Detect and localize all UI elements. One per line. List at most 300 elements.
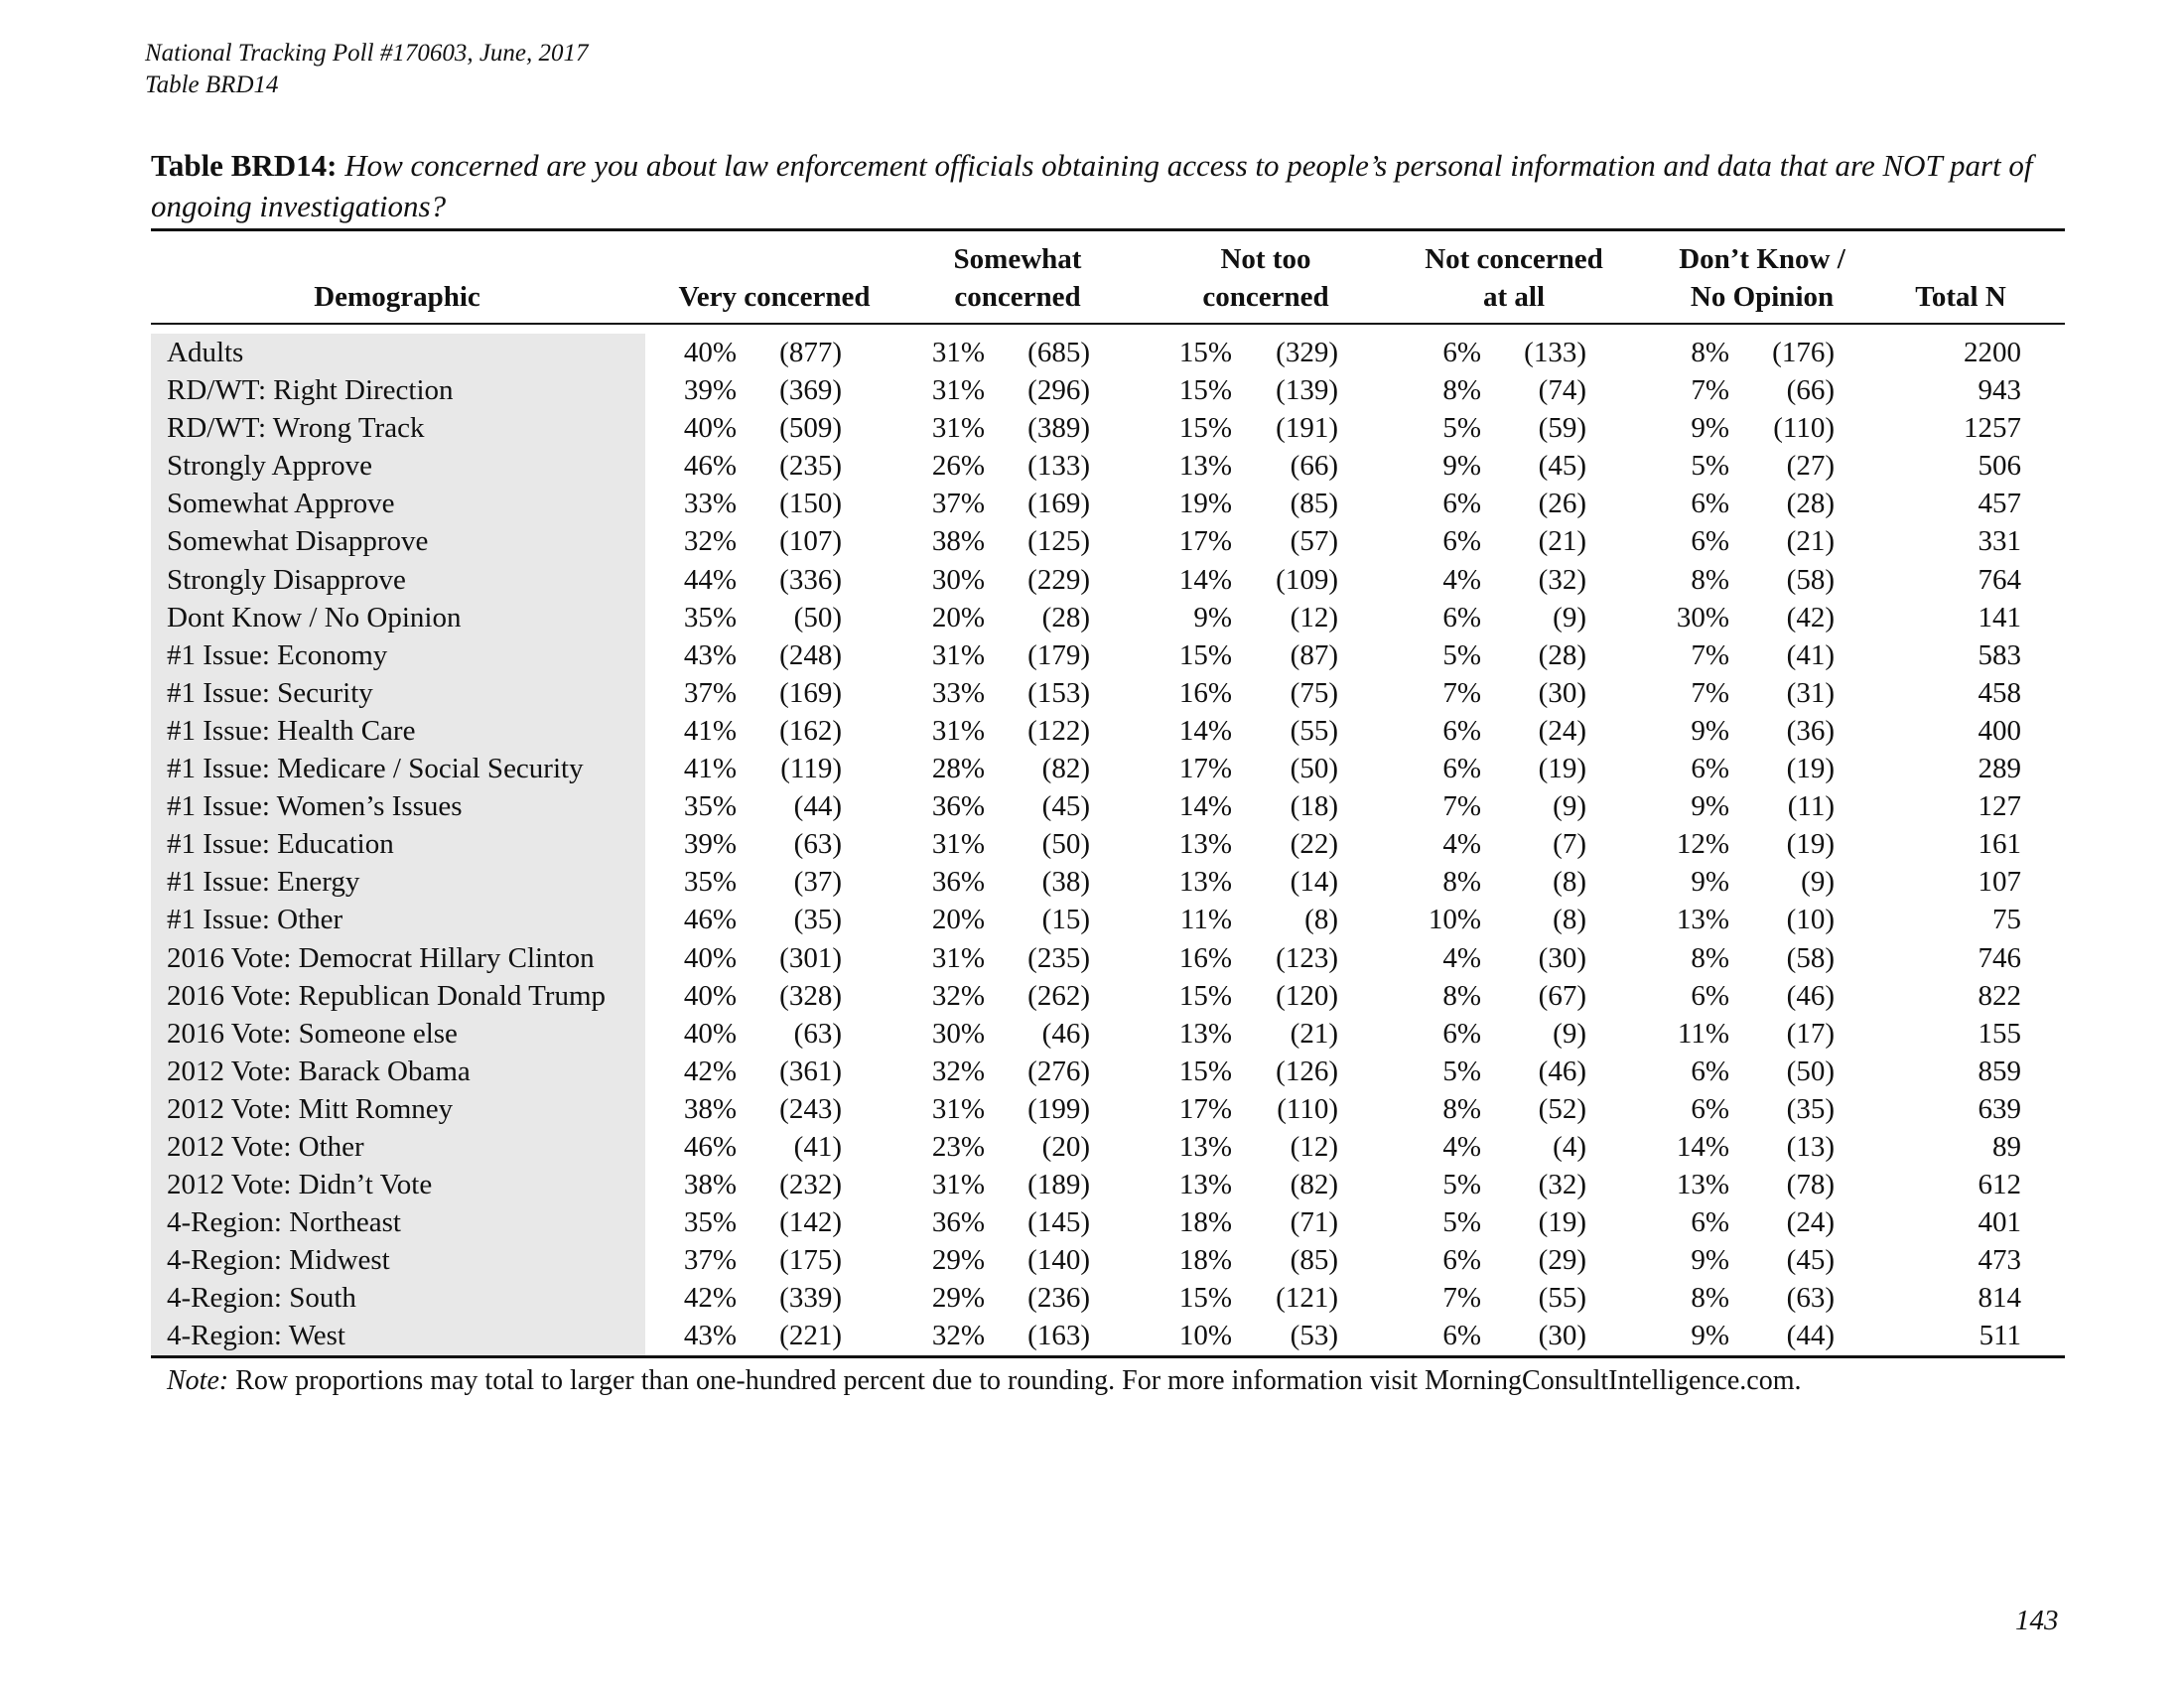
- table-title-label: Table BRD14:: [151, 148, 338, 183]
- row-label: 2016 Vote: Democrat Hillary Clinton: [167, 941, 595, 974]
- cell-dk-count: (17): [1786, 1017, 1835, 1050]
- cell-nottoo-count: (50): [1290, 753, 1338, 785]
- cell-dk-count: (36): [1786, 714, 1835, 747]
- cell-very-pct: 46%: [683, 1130, 737, 1163]
- cell-dk-count: (24): [1786, 1206, 1835, 1239]
- cell-very-pct: 35%: [683, 601, 737, 633]
- cell-notatall-count: (7): [1553, 828, 1586, 861]
- cell-dk-count: (19): [1786, 753, 1835, 785]
- cell-somewhat-pct: 38%: [931, 525, 985, 558]
- cell-notatall-count: (30): [1538, 676, 1586, 709]
- row-label: #1 Issue: Health Care: [167, 714, 416, 747]
- cell-very-count: (339): [779, 1282, 842, 1315]
- cell-dk-pct: 9%: [1691, 790, 1729, 823]
- cell-very-count: (369): [779, 374, 842, 407]
- cell-somewhat-pct: 29%: [931, 1244, 985, 1277]
- row-label: 2016 Vote: Someone else: [167, 1017, 458, 1050]
- cell-nottoo-count: (55): [1290, 714, 1338, 747]
- col-header-dont-know: Don’t Know / No Opinion: [1679, 243, 1845, 313]
- cell-total-n: 75: [1992, 904, 2021, 936]
- cell-somewhat-count: (122): [1027, 714, 1090, 747]
- cell-somewhat-pct: 31%: [931, 412, 985, 445]
- cell-nottoo-count: (87): [1290, 638, 1338, 671]
- cell-nottoo-pct: 17%: [1178, 525, 1232, 558]
- cell-nottoo-pct: 15%: [1178, 412, 1232, 445]
- cell-dk-pct: 9%: [1691, 1320, 1729, 1352]
- row-label: #1 Issue: Other: [167, 904, 343, 936]
- cell-dk-count: (45): [1786, 1244, 1835, 1277]
- table-row: [0, 409, 2184, 447]
- cell-total-n: 612: [1978, 1169, 2021, 1201]
- cell-notatall-count: (4): [1553, 1130, 1586, 1163]
- cell-total-n: 141: [1978, 601, 2021, 633]
- cell-notatall-count: (74): [1538, 374, 1586, 407]
- cell-dk-count: (21): [1786, 525, 1835, 558]
- cell-notatall-pct: 6%: [1442, 714, 1481, 747]
- cell-notatall-pct: 9%: [1442, 450, 1481, 483]
- cell-very-count: (44): [793, 790, 842, 823]
- cell-dk-count: (13): [1786, 1130, 1835, 1163]
- cell-notatall-count: (8): [1553, 904, 1586, 936]
- cell-dk-count: (27): [1786, 450, 1835, 483]
- cell-very-pct: 40%: [683, 412, 737, 445]
- table-row: [0, 561, 2184, 599]
- cell-total-n: 473: [1978, 1244, 2021, 1277]
- cell-somewhat-pct: 36%: [931, 790, 985, 823]
- table-row: [0, 334, 2184, 371]
- table-row: [0, 674, 2184, 712]
- cell-dk-pct: 6%: [1691, 1092, 1729, 1125]
- cell-nottoo-count: (14): [1290, 866, 1338, 899]
- cell-dk-pct: 11%: [1677, 1017, 1729, 1050]
- cell-very-count: (142): [779, 1206, 842, 1239]
- cell-dk-pct: 9%: [1691, 866, 1729, 899]
- cell-nottoo-count: (57): [1290, 525, 1338, 558]
- cell-nottoo-count: (139): [1276, 374, 1338, 407]
- cell-dk-count: (110): [1773, 412, 1835, 445]
- cell-very-count: (243): [779, 1092, 842, 1125]
- cell-notatall-count: (9): [1553, 1017, 1586, 1050]
- cell-very-count: (119): [780, 753, 842, 785]
- col-header-not-too-concerned: Not too concerned: [1202, 243, 1329, 313]
- cell-very-pct: 38%: [683, 1169, 737, 1201]
- cell-dk-pct: 13%: [1676, 904, 1729, 936]
- cell-very-count: (169): [779, 676, 842, 709]
- cell-notatall-pct: 5%: [1442, 1055, 1481, 1087]
- cell-somewhat-count: (125): [1027, 525, 1090, 558]
- cell-notatall-count: (46): [1538, 1055, 1586, 1087]
- cell-dk-pct: 6%: [1691, 979, 1729, 1012]
- table-row: [0, 1241, 2184, 1279]
- cell-somewhat-count: (685): [1027, 337, 1090, 368]
- row-label: #1 Issue: Economy: [167, 638, 388, 671]
- cell-nottoo-count: (329): [1276, 337, 1338, 368]
- cell-somewhat-count: (169): [1027, 488, 1090, 520]
- cell-dk-pct: 8%: [1691, 337, 1729, 368]
- cell-dk-pct: 6%: [1691, 1055, 1729, 1087]
- table-title-question: How concerned are you about law enforcement officials obtaining access to people’s personal information and data that are NOT part of ongoing investigations?: [151, 148, 2033, 223]
- table-row: [0, 1128, 2184, 1166]
- cell-nottoo-pct: 11%: [1179, 904, 1232, 936]
- table-row: [0, 599, 2184, 636]
- cell-notatall-pct: 6%: [1442, 1320, 1481, 1352]
- cell-dk-count: (46): [1786, 979, 1835, 1012]
- cell-nottoo-count: (12): [1290, 1130, 1338, 1163]
- cell-notatall-pct: 6%: [1442, 753, 1481, 785]
- table-row: [0, 787, 2184, 825]
- cell-dk-count: (42): [1786, 601, 1835, 633]
- cell-nottoo-pct: 19%: [1178, 488, 1232, 520]
- cell-somewhat-count: (229): [1027, 563, 1090, 596]
- table-row: [0, 636, 2184, 674]
- cell-dk-count: (176): [1772, 337, 1835, 368]
- cell-nottoo-pct: 10%: [1178, 1320, 1232, 1352]
- cell-nottoo-pct: 17%: [1178, 1092, 1232, 1125]
- report-header-table-id: Table BRD14: [145, 71, 279, 98]
- cell-very-pct: 39%: [683, 374, 737, 407]
- cell-very-pct: 39%: [683, 828, 737, 861]
- table-row: [0, 522, 2184, 560]
- cell-notatall-pct: 7%: [1442, 790, 1481, 823]
- cell-nottoo-count: (120): [1276, 979, 1338, 1012]
- cell-notatall-count: (24): [1538, 714, 1586, 747]
- cell-very-count: (336): [779, 563, 842, 596]
- cell-dk-pct: 12%: [1676, 828, 1729, 861]
- cell-notatall-pct: 5%: [1442, 638, 1481, 671]
- cell-notatall-pct: 10%: [1428, 904, 1481, 936]
- table-bottom-rule: [151, 1355, 2065, 1358]
- cell-notatall-pct: 8%: [1442, 1092, 1481, 1125]
- cell-somewhat-pct: 20%: [931, 904, 985, 936]
- cell-notatall-count: (30): [1538, 941, 1586, 974]
- row-label: RD/WT: Right Direction: [167, 374, 454, 407]
- row-label: Dont Know / No Opinion: [167, 601, 462, 633]
- row-label: #1 Issue: Security: [167, 676, 373, 709]
- page-number: 143: [2015, 1605, 2059, 1636]
- cell-notatall-pct: 6%: [1442, 488, 1481, 520]
- cell-somewhat-count: (163): [1027, 1320, 1090, 1352]
- cell-nottoo-count: (21): [1290, 1017, 1338, 1050]
- table-row: [0, 1203, 2184, 1241]
- cell-nottoo-pct: 16%: [1178, 941, 1232, 974]
- cell-somewhat-count: (262): [1027, 979, 1090, 1012]
- table-row: [0, 1317, 2184, 1354]
- cell-dk-pct: 6%: [1691, 488, 1729, 520]
- cell-very-pct: 41%: [683, 714, 737, 747]
- cell-notatall-pct: 4%: [1442, 828, 1481, 861]
- cell-total-n: 457: [1978, 488, 2021, 520]
- cell-nottoo-count: (18): [1290, 790, 1338, 823]
- cell-nottoo-count: (75): [1290, 676, 1338, 709]
- report-header-title: National Tracking Poll #170603, June, 2017: [145, 40, 589, 67]
- cell-total-n: 331: [1978, 525, 2021, 558]
- cell-nottoo-pct: 13%: [1178, 1169, 1232, 1201]
- cell-very-count: (162): [779, 714, 842, 747]
- cell-very-count: (328): [779, 979, 842, 1012]
- cell-somewhat-pct: 33%: [931, 676, 985, 709]
- cell-notatall-pct: 6%: [1442, 525, 1481, 558]
- table-row: [0, 750, 2184, 787]
- cell-very-count: (107): [779, 525, 842, 558]
- cell-somewhat-pct: 36%: [931, 866, 985, 899]
- cell-total-n: 859: [1978, 1055, 2021, 1087]
- cell-nottoo-count: (71): [1290, 1206, 1338, 1239]
- table-row: [0, 825, 2184, 863]
- cell-somewhat-count: (140): [1027, 1244, 1090, 1277]
- cell-somewhat-count: (389): [1027, 412, 1090, 445]
- row-label: Strongly Approve: [167, 450, 373, 483]
- cell-dk-count: (10): [1786, 904, 1835, 936]
- cell-dk-pct: 8%: [1691, 1282, 1729, 1315]
- row-label: 4-Region: Northeast: [167, 1206, 401, 1239]
- cell-dk-pct: 13%: [1676, 1169, 1729, 1201]
- cell-nottoo-pct: 14%: [1178, 563, 1232, 596]
- cell-notatall-count: (29): [1538, 1244, 1586, 1277]
- row-label: #1 Issue: Education: [167, 828, 394, 861]
- cell-total-n: 401: [1978, 1206, 2021, 1239]
- col-header-not-concerned-at-all: Not concerned at all: [1425, 243, 1603, 313]
- cell-notatall-count: (19): [1538, 1206, 1586, 1239]
- cell-total-n: 289: [1978, 753, 2021, 785]
- row-label: RD/WT: Wrong Track: [167, 412, 425, 445]
- cell-notatall-count: (133): [1524, 337, 1586, 368]
- cell-dk-pct: 8%: [1691, 941, 1729, 974]
- cell-somewhat-pct: 31%: [931, 828, 985, 861]
- cell-total-n: 127: [1978, 790, 2021, 823]
- cell-somewhat-pct: 31%: [931, 714, 985, 747]
- cell-total-n: 943: [1978, 374, 2021, 407]
- cell-very-pct: 46%: [683, 450, 737, 483]
- cell-dk-count: (58): [1786, 941, 1835, 974]
- cell-nottoo-count: (66): [1290, 450, 1338, 483]
- cell-somewhat-pct: 31%: [931, 1092, 985, 1125]
- cell-very-pct: 40%: [683, 979, 737, 1012]
- cell-very-count: (150): [779, 488, 842, 520]
- col-header-somewhat-concerned: Somewhat concerned: [953, 243, 1082, 313]
- cell-notatall-pct: 6%: [1442, 601, 1481, 633]
- table-row: [0, 901, 2184, 938]
- cell-very-count: (63): [793, 828, 842, 861]
- table-row: [0, 977, 2184, 1015]
- cell-nottoo-pct: 13%: [1178, 450, 1232, 483]
- cell-nottoo-count: (12): [1290, 601, 1338, 633]
- cell-dk-pct: 9%: [1691, 412, 1729, 445]
- cell-very-count: (50): [793, 601, 842, 633]
- cell-notatall-pct: 5%: [1442, 1169, 1481, 1201]
- cell-very-pct: 42%: [683, 1282, 737, 1315]
- cell-very-count: (509): [779, 412, 842, 445]
- cell-very-pct: 43%: [683, 638, 737, 671]
- cell-dk-count: (58): [1786, 563, 1835, 596]
- cell-somewhat-pct: 36%: [931, 1206, 985, 1239]
- cell-somewhat-count: (28): [1041, 601, 1090, 633]
- row-label: Somewhat Disapprove: [167, 525, 429, 558]
- cell-dk-pct: 9%: [1691, 1244, 1729, 1277]
- cell-somewhat-count: (236): [1027, 1282, 1090, 1315]
- cell-dk-pct: 7%: [1691, 676, 1729, 709]
- cell-somewhat-pct: 32%: [931, 1320, 985, 1352]
- cell-dk-pct: 7%: [1691, 638, 1729, 671]
- cell-very-count: (301): [779, 941, 842, 974]
- table-row: [0, 1279, 2184, 1317]
- row-label: #1 Issue: Women’s Issues: [167, 790, 463, 823]
- cell-very-pct: 46%: [683, 904, 737, 936]
- cell-notatall-count: (9): [1553, 601, 1586, 633]
- table-row: [0, 1090, 2184, 1128]
- cell-nottoo-pct: 13%: [1178, 1017, 1232, 1050]
- cell-somewhat-pct: 23%: [931, 1130, 985, 1163]
- cell-very-pct: 41%: [683, 753, 737, 785]
- col-header-demographic: Demographic: [314, 281, 480, 313]
- cell-nottoo-count: (22): [1290, 828, 1338, 861]
- cell-very-pct: 40%: [683, 941, 737, 974]
- cell-notatall-pct: 8%: [1442, 866, 1481, 899]
- cell-notatall-count: (55): [1538, 1282, 1586, 1315]
- cell-dk-count: (44): [1786, 1320, 1835, 1352]
- cell-notatall-pct: 6%: [1442, 337, 1481, 368]
- cell-nottoo-count: (109): [1276, 563, 1338, 596]
- cell-very-pct: 38%: [683, 1092, 737, 1125]
- cell-nottoo-pct: 14%: [1178, 790, 1232, 823]
- table-row: [0, 1015, 2184, 1053]
- cell-very-count: (248): [779, 638, 842, 671]
- cell-very-count: (221): [779, 1320, 842, 1352]
- cell-somewhat-count: (45): [1041, 790, 1090, 823]
- cell-total-n: 764: [1978, 563, 2021, 596]
- cell-notatall-pct: 5%: [1442, 1206, 1481, 1239]
- col-header-total-n: Total N: [1915, 281, 2006, 313]
- cell-somewhat-pct: 31%: [931, 1169, 985, 1201]
- cell-dk-pct: 6%: [1691, 525, 1729, 558]
- cell-nottoo-pct: 15%: [1178, 1055, 1232, 1087]
- cell-somewhat-count: (235): [1027, 941, 1090, 974]
- cell-notatall-count: (32): [1538, 1169, 1586, 1201]
- row-label: Adults: [167, 337, 244, 368]
- cell-nottoo-count: (53): [1290, 1320, 1338, 1352]
- cell-total-n: 2200: [1964, 337, 2021, 368]
- cell-nottoo-count: (123): [1276, 941, 1338, 974]
- cell-somewhat-pct: 30%: [931, 1017, 985, 1050]
- cell-nottoo-pct: 15%: [1178, 374, 1232, 407]
- cell-nottoo-pct: 9%: [1193, 601, 1232, 633]
- cell-very-pct: 40%: [683, 1017, 737, 1050]
- row-label: Strongly Disapprove: [167, 563, 406, 596]
- cell-total-n: 400: [1978, 714, 2021, 747]
- cell-very-pct: 32%: [683, 525, 737, 558]
- cell-nottoo-pct: 18%: [1178, 1244, 1232, 1277]
- cell-nottoo-count: (126): [1276, 1055, 1338, 1087]
- cell-nottoo-pct: 13%: [1178, 866, 1232, 899]
- cell-nottoo-pct: 18%: [1178, 1206, 1232, 1239]
- row-label: Somewhat Approve: [167, 488, 395, 520]
- cell-total-n: 814: [1978, 1282, 2021, 1315]
- cell-dk-count: (19): [1786, 828, 1835, 861]
- table-title: [151, 145, 2067, 226]
- cell-notatall-count: (59): [1538, 412, 1586, 445]
- cell-total-n: 458: [1978, 676, 2021, 709]
- cell-notatall-count: (52): [1538, 1092, 1586, 1125]
- cell-notatall-pct: 8%: [1442, 374, 1481, 407]
- cell-very-count: (175): [779, 1244, 842, 1277]
- cell-total-n: 89: [1992, 1130, 2021, 1163]
- cell-somewhat-count: (153): [1027, 676, 1090, 709]
- cell-somewhat-pct: 37%: [931, 488, 985, 520]
- cell-somewhat-pct: 31%: [931, 941, 985, 974]
- cell-notatall-count: (9): [1553, 790, 1586, 823]
- cell-nottoo-count: (85): [1290, 488, 1338, 520]
- cell-nottoo-pct: 17%: [1178, 753, 1232, 785]
- cell-very-count: (35): [793, 904, 842, 936]
- cell-dk-count: (31): [1786, 676, 1835, 709]
- cell-very-pct: 35%: [683, 866, 737, 899]
- cell-dk-count: (63): [1786, 1282, 1835, 1315]
- cell-notatall-count: (19): [1538, 753, 1586, 785]
- cell-very-count: (232): [779, 1169, 842, 1201]
- cell-nottoo-pct: 15%: [1178, 1282, 1232, 1315]
- cell-dk-count: (78): [1786, 1169, 1835, 1201]
- cell-notatall-count: (8): [1553, 866, 1586, 899]
- cell-dk-pct: 8%: [1691, 563, 1729, 596]
- table-header-rule: [151, 323, 2065, 325]
- cell-dk-count: (50): [1786, 1055, 1835, 1087]
- cell-notatall-pct: 4%: [1442, 941, 1481, 974]
- cell-somewhat-pct: 28%: [931, 753, 985, 785]
- table-row: [0, 863, 2184, 901]
- col-header-very-concerned: Very concerned: [678, 281, 871, 313]
- cell-somewhat-count: (46): [1041, 1017, 1090, 1050]
- cell-nottoo-count: (8): [1304, 904, 1338, 936]
- cell-notatall-pct: 7%: [1442, 676, 1481, 709]
- cell-very-count: (235): [779, 450, 842, 483]
- cell-somewhat-count: (133): [1027, 450, 1090, 483]
- cell-very-count: (37): [793, 866, 842, 899]
- cell-somewhat-count: (145): [1027, 1206, 1090, 1239]
- cell-dk-pct: 9%: [1691, 714, 1729, 747]
- cell-very-count: (41): [793, 1130, 842, 1163]
- row-label: 4-Region: West: [167, 1320, 345, 1352]
- cell-notatall-pct: 4%: [1442, 1130, 1481, 1163]
- cell-notatall-count: (32): [1538, 563, 1586, 596]
- cell-very-pct: 33%: [683, 488, 737, 520]
- cell-somewhat-pct: 31%: [931, 638, 985, 671]
- cell-very-pct: 44%: [683, 563, 737, 596]
- cell-very-pct: 43%: [683, 1320, 737, 1352]
- cell-somewhat-count: (189): [1027, 1169, 1090, 1201]
- cell-somewhat-pct: 32%: [931, 979, 985, 1012]
- table-row: [0, 447, 2184, 485]
- row-label: #1 Issue: Medicare / Social Security: [167, 753, 584, 785]
- cell-somewhat-pct: 32%: [931, 1055, 985, 1087]
- cell-notatall-pct: 8%: [1442, 979, 1481, 1012]
- cell-nottoo-pct: 15%: [1178, 638, 1232, 671]
- cell-very-pct: 35%: [683, 1206, 737, 1239]
- cell-notatall-count: (26): [1538, 488, 1586, 520]
- table-note: [167, 1363, 1802, 1399]
- table-row: [0, 939, 2184, 977]
- cell-nottoo-count: (85): [1290, 1244, 1338, 1277]
- table-row: [0, 1053, 2184, 1090]
- cell-notatall-pct: 4%: [1442, 563, 1481, 596]
- cell-notatall-count: (28): [1538, 638, 1586, 671]
- cell-nottoo-count: (121): [1276, 1282, 1338, 1315]
- cell-total-n: 822: [1978, 979, 2021, 1012]
- cell-nottoo-count: (191): [1276, 412, 1338, 445]
- cell-notatall-count: (30): [1538, 1320, 1586, 1352]
- cell-nottoo-pct: 15%: [1178, 979, 1232, 1012]
- cell-total-n: 107: [1978, 866, 2021, 899]
- cell-nottoo-pct: 13%: [1178, 1130, 1232, 1163]
- cell-nottoo-pct: 15%: [1178, 337, 1232, 368]
